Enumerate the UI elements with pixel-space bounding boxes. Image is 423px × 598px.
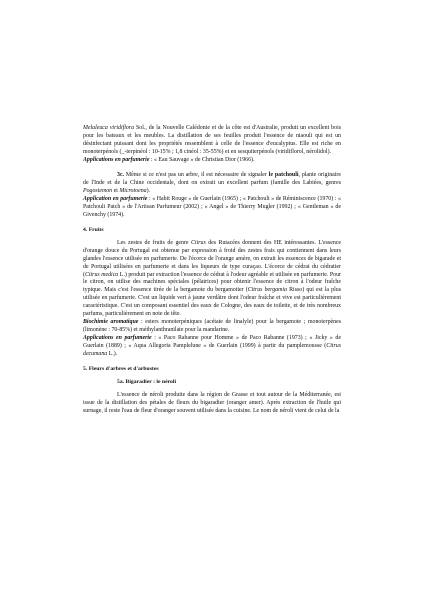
subsection-heading-neroli: 5a. Bigaradier : le néroli [117, 378, 177, 385]
species-name: Melaleuca viridiflora [83, 125, 135, 131]
section-heading-flowers: 5. Fleurs d'arbres et d'arbustes [83, 365, 159, 372]
applications-label: Applications en parfumerie [83, 334, 152, 341]
paragraph-neroli: L'essence de néroli produite dans la région de Grasse et tout autour de la Méditerranée, est issue de la distillation des pétales de fleurs du bigaradier (oranger amer). Après extraction de l'huile qui surnage, il reste l'eau de fleur d'oranger souvent utilisée dans la cuisine. Le nom de néroli vient de celui de la [83, 391, 341, 414]
paragraph-citrus: Les zestes de fruits de genre Citrus des Rutacées donnent des HE intéressantes. L'essence d'orange douce du Portugal est obtenue par expression à froid des zestes frais qui contiennent dans leurs glandes l'essence utilisée en parfumerie. De l'écorce de l'orange amère, on extrait les essences de bigarade et de Portugal utilisées en parfumerie et dans les liqueurs de type curaçao. L'écorce de cédrat du cédratier (Citrus medica L.) produit par extraction l'essence de cédrat à l'odeur agréable et utilisée en parfumerie. Pour le citron, on utilise des machines spéciales (pélatrices) pour obtenir l'essence de citron à l'odeur fraîche typique. Mais c'est l'essence tirée de la bergamote du bergamotier (Citrus bergamia Risso) qui est la plus utilisée en parfumerie. C'est un liquide vert à jaune verdâtre dont l'odeur fraîche et vive est particulièrement caractéristique. C'est un composant essentiel des eaux de Cologne, des eaux de toilette, et de très nombreux parfums, particulièrement en note de tête. [83, 239, 341, 318]
paragraph-niaouli: Melaleuca viridiflora Sol., de la Nouvelle Calédonie et de la côte est d'Australie, produit un excellent bois pour les bateaux et les meubles. La distillation de ses feuilles produit l'essence de niaouli qui est un désinfectant puissant dont les propriétés ressemblent à celle de l'essence d'eucalyptus. Elle est riche en monoterpénols (_-terpinéol : 10-15% ; 1,8 cinéol : 35-55%) et en sesquiterpénols (viridiflorol, nérolidol). [83, 125, 341, 155]
section-heading-fruits: 4. Fruits [83, 226, 104, 233]
applications-label: Application en parfumerie [83, 195, 148, 202]
biochemistry-label: Biochimie aromatique [83, 318, 139, 325]
applications-patchouli: Application en parfumerie : « Habit Rouge » de Guerlain (1965) ; « Patchouli » de Réminiscence (1970) : « Patchouli Patch » de l'Artisan Parfumeur (2002) ; « Angel » de Thierry Mugler (1992) ; « Gentleman » de Givenchy (1974). [83, 195, 341, 218]
applications-niaouli: Applications en parfumerie : « Eau Sauvage » de Christian Dior (1966). [83, 156, 255, 163]
applications-label: Applications en parfumerie [83, 156, 150, 163]
paragraph-patchouli: 3c. Même si ce n'est pas un arbre, il est nécessaire de signaler le patchouli, plante originaire de l'Inde et de la Chine occidentale, dont on extrait un excellent parfum (famille des Labiées, genres Pogostemon et Microtoena). [83, 172, 341, 194]
biochemistry-citrus: Biochimie aromatique : esters monoterpéniques (acétate de linalyle) pour la bergamote ; monoterpènes (limonène : 70-85%) et méthylanthranilate pour la mandarine. [83, 318, 342, 333]
applications-citrus: Applications en parfumerie : « Paco Rabanne pour Homme » de Paco Rabanne (1973) ; « Jicky » de Guerlain (1889) ; « Aqua Allegoria Pamplelune » de Guerlain (1999) à partir du pamplemousse (Citrus decumana L.). [83, 334, 341, 357]
